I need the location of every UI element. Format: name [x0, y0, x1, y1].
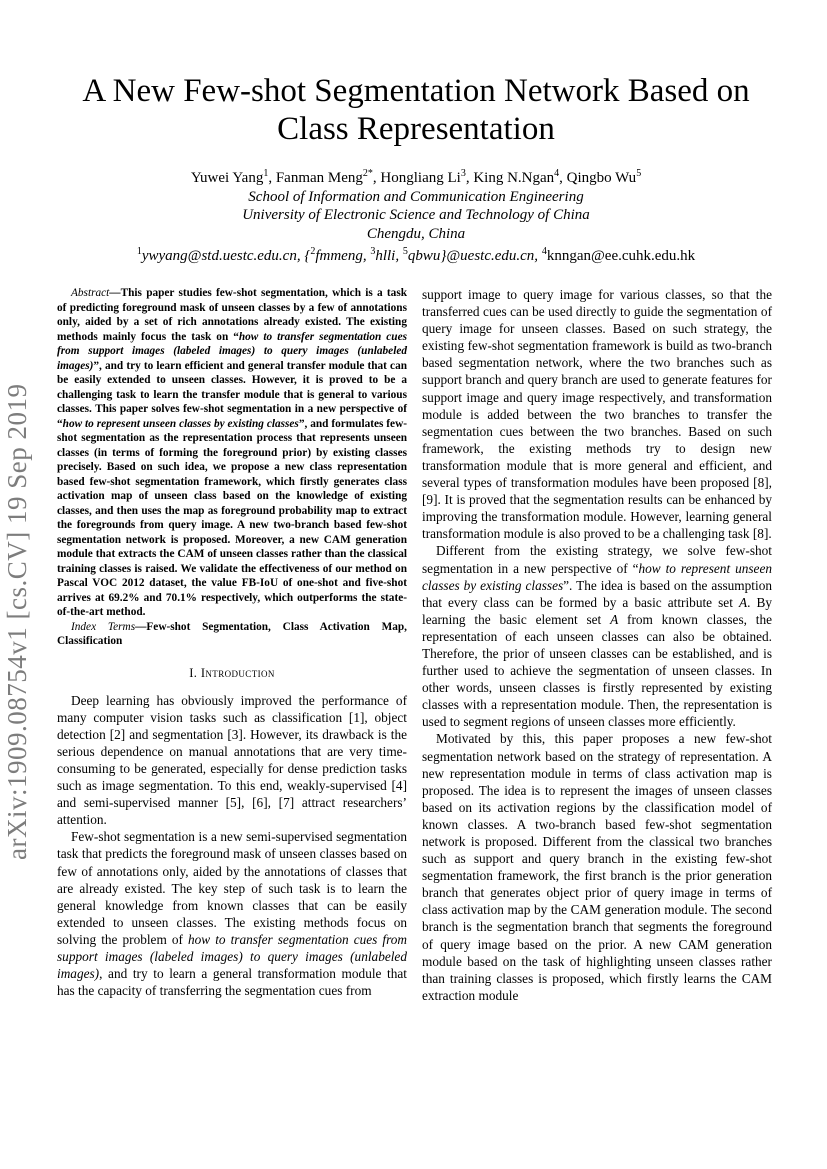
email-text: ywyang@std.uestc.edu.cn, { [141, 248, 311, 264]
affiliation-university: University of Electronic Science and Technology of China [242, 207, 590, 223]
paper-title: A New Few-shot Segmentation Network Based on Class Representation [82, 73, 750, 147]
email-mark: 2 [310, 246, 316, 257]
affiliation-mark: 4 [554, 168, 560, 179]
author-name: Yuwei Yang [190, 170, 264, 186]
author-names: Yuwei Yang$^1$, Fanman Meng$^{2*}$, Hongliang Li$^3$, King N.Ngan$^4$, Qingbo Wu$^5$ [190, 168, 642, 186]
paragraph-text: . By learning the basic element set [422, 594, 772, 627]
section-title: Introduction [200, 665, 275, 680]
index-terms [57, 620, 407, 649]
author-name: Fanman Meng [275, 170, 363, 186]
paragraph: Deep learning has obviously improved the performance of many computer vision tasks such as classification [1], object detection [2] and segmentation [3]. However, its drawback is the serious dependence on manual annotations that are very time-consuming to be generated, especially for dense prediction tasks such as image segmentation. To this end, weakly-supervised [4] and semi-supervised manner [5], [6], [7] attract researchers’ attention. [57, 692, 407, 828]
paragraph: Motivated by this, this paper proposes a new few-shot segmentation network based on the strategy of representation. A new representation module in terms of class activation map is proposed. The idea is to represent the images of unseen classes based on its activation regions by the classification model of known classes. A two-branch based few-shot segmentation network is proposed. Different from the classical two branches such as support and query branch in the existing few-shot segmentation framework, the first branch is the prior generation branch that generates object prior of query image in terms of class activation map by the CAM generation module. The second branch is the segmentation branch that segments the foreground of query image based on the prior. A new CAM generation module based on the task of highlighting unseen classes rather than training classes is proposed, which firstly learns the CAM extraction module [422, 731, 772, 1003]
left-column [57, 286, 407, 999]
email-text: fmmeng, [315, 248, 371, 264]
author-name: Qingbo Wu [566, 170, 637, 186]
abstract-text: —This paper studies few-shot segmentation, which is a task of predicting foreground mask of unseen classes by a few of annotations only, aided by a set of rich annotations already existed. The existing methods mainly focus the task on “ [57, 287, 407, 343]
paragraph-text: Different from the existing strategy, we solve few-shot segmentation in a new perspective of “ [422, 543, 772, 576]
math-variable: A [738, 594, 748, 610]
author-emails [60, 243, 772, 266]
email-text: knngan@ee.cuhk.edu.hk [546, 248, 696, 264]
math-variable: A [610, 611, 619, 627]
email-mark: 4 [541, 246, 547, 257]
paragraph-text: ”. The idea is based on the assumption that every class can be formed by a basic attribute set [422, 577, 772, 610]
section-heading [57, 665, 407, 682]
email-mark: 3 [370, 246, 376, 257]
arxiv-identifier: arXiv:1909.08754v1 [cs.CV] 19 Sep 2019 [2, 383, 32, 860]
email-mark: 1 [136, 246, 142, 257]
email-mark: 5 [402, 246, 408, 257]
paragraph-text: Few-shot segmentation is a new semi-supervised segmentation task that predicts the foreground mask of unseen classes based on few of annotations only, aided by the annotations of classes that are already existed. The key step of such task is to learn the general knowledge from known classes that can be easily extended to unseen classes. The existing methods focus on solving the problem of [57, 829, 407, 947]
email-text: hlli, [375, 248, 403, 264]
author-name: King N.Ngan [473, 170, 555, 186]
paragraph [57, 828, 407, 999]
index-terms-label: Index Terms [71, 620, 136, 633]
paragraph [422, 542, 772, 730]
affiliation-mark: 1 [263, 168, 269, 179]
author-name: Hongliang Li [380, 170, 461, 186]
abstract-text: ”, and formulates few-shot segmentation as the representation process that represents unseen classes (in terms of forming the foreground prior) by existing classes precisely. Based on such idea, we propose a new class representation based few-shot segmentation framework, which firstly generates class activation map of unseen class based on the knowledge of existing classes, and then uses the map as foreground probability map to extract the foregrounds from query image. A new two-branch based few-shot segmentation network is proposed. Moreover, a new CAM generation module that extracts the CAM of unseen classes rather than the classical training classes is raised. We validate the effectiveness of our method on Pascal VOC 2012 dataset, the value FB-IoU of one-shot and five-shot arrives at 69.2% and 70.1% respectively, which outperforms the state-of-the-art method. [57, 417, 407, 618]
paragraph-text: from known classes, the representation of each unseen classes can also be obtained. Therefore, the prior of unseen classes can be established, and is further used to achieve the segmentation of unseen classes. In other words, unseen classes is firstly represented by existing classes with a representation module. Then, the representation is used to segment regions of unseen classes more efficiently. [422, 611, 773, 730]
paragraph-emphasis: how to transfer segmentation cues from support images (labeled images) to query images (unlabeled images) [57, 931, 407, 982]
right-column [422, 286, 772, 1004]
index-terms-text: —Few-shot Segmentation, Class Activation Map, Classification [57, 620, 407, 647]
paragraph-text: , and try to learn a general transformation module that has the capacity of transferring the segmentation cues from [57, 966, 407, 999]
abstract-emphasis: how to transfer segmentation cues from support images (labeled images) to query images (unlabeled images) [57, 330, 407, 372]
paragraph-emphasis: how to represent unseen classes by existing classes [422, 560, 773, 593]
affiliation-mark: 3 [460, 168, 466, 179]
affiliation-city: Chengdu, China [366, 225, 466, 242]
abstract [57, 286, 407, 620]
affiliation-mark: 5 [636, 168, 642, 179]
section-number: I. [189, 665, 198, 680]
abstract-label: Abstract [71, 287, 110, 299]
affiliation-mark: 2* [362, 168, 373, 179]
paragraph-continued: support image to query image for various classes, so that the transferred cues can be used directly to guide the segmentation of query image for unseen classes. Based on such strategy, the existing few-shot segmentation framework is build as two-branch based segmentation network, where the two branches such as support branch and query branch are used to generate features for support image and query image respectively, and transformation module is added between the two branches to transfer the segmentation cues between the two branches. Based on such framework, the existing methods try to design new transformation module that is more general and efficient, and several types of transformation modules have been proposed [8], [9]. It is proved that the segmentation results can be enhanced by improving the transformation module. However, learning general transformation module is also proved to be a challenging task [8]. [422, 287, 772, 542]
author-block [60, 165, 772, 266]
affiliation-school: School of Information and Communication Engineering [248, 188, 584, 205]
abstract-emphasis: how to represent unseen classes by existing classes [62, 417, 299, 430]
abstract-text: ”, and try to learn efficient and general transfer module that can be easily extended to unseen classes. However, it is proved to be a challenging task to learn the transfer module that is general to various classes. This paper solves few-shot segmentation in a new perspective of “ [57, 359, 407, 430]
email-text: qbwu}@uestc.edu.cn, [407, 248, 542, 264]
